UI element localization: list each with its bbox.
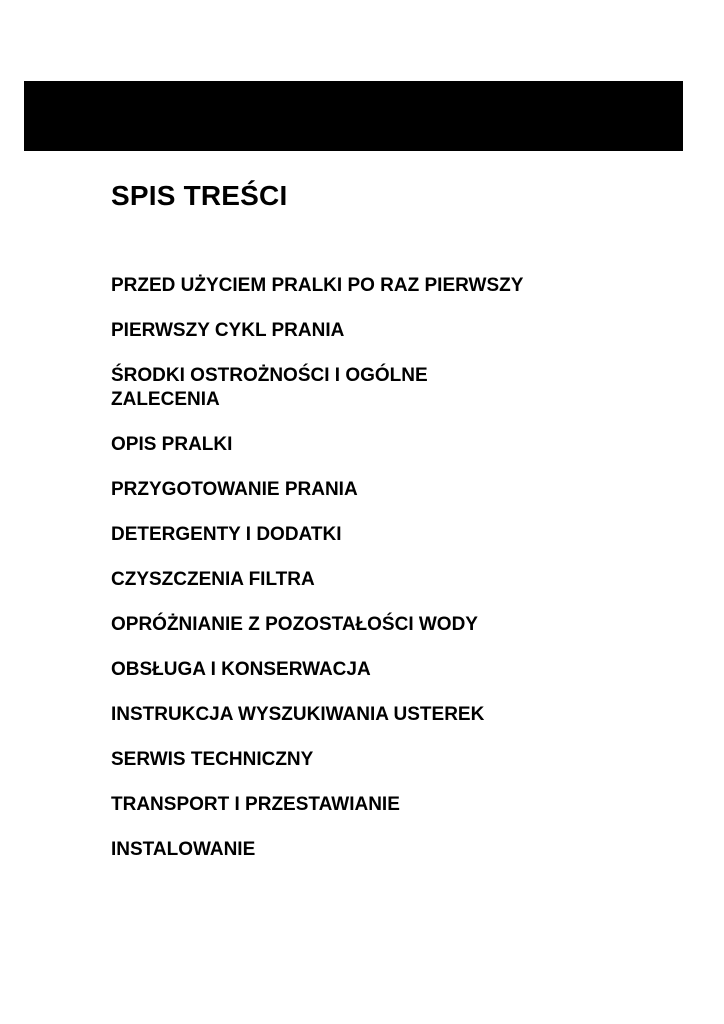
toc-item-before-first-use[interactable]: PRZED UŻYCIEM PRALKI PO RAZ PIERWSZY (111, 275, 524, 296)
toc-item-precautions[interactable]: ŚRODKI OSTROŻNOŚCI I OGÓLNE ZALECENIA (111, 365, 428, 410)
header-bar (24, 81, 683, 151)
toc-item-water-draining[interactable]: OPRÓŻNIANIE Z POZOSTAŁOŚCI WODY (111, 614, 478, 635)
toc-item-laundry-preparation[interactable]: PRZYGOTOWANIE PRANIA (111, 479, 358, 500)
table-of-contents (111, 274, 631, 883)
toc-item-technical-service[interactable]: SERWIS TECHNICZNY (111, 749, 314, 770)
toc-item-troubleshooting[interactable]: INSTRUKCJA WYSZUKIWANIA USTEREK (111, 704, 485, 725)
toc-item-detergents[interactable]: DETERGENTY I DODATKI (111, 524, 342, 545)
toc-item-maintenance[interactable]: OBSŁUGA I KONSERWACJA (111, 659, 371, 680)
toc-item-filter-cleaning[interactable]: CZYSZCZENIA FILTRA (111, 569, 315, 590)
toc-item-machine-description[interactable]: OPIS PRALKI (111, 434, 233, 455)
toc-item-installation[interactable]: INSTALOWANIE (111, 839, 256, 860)
toc-item-first-wash-cycle[interactable]: PIERWSZY CYKL PRANIA (111, 320, 345, 341)
page-title: SPIS TREŚCI (111, 180, 288, 211)
toc-item-transport[interactable]: TRANSPORT I PRZESTAWIANIE (111, 794, 400, 815)
